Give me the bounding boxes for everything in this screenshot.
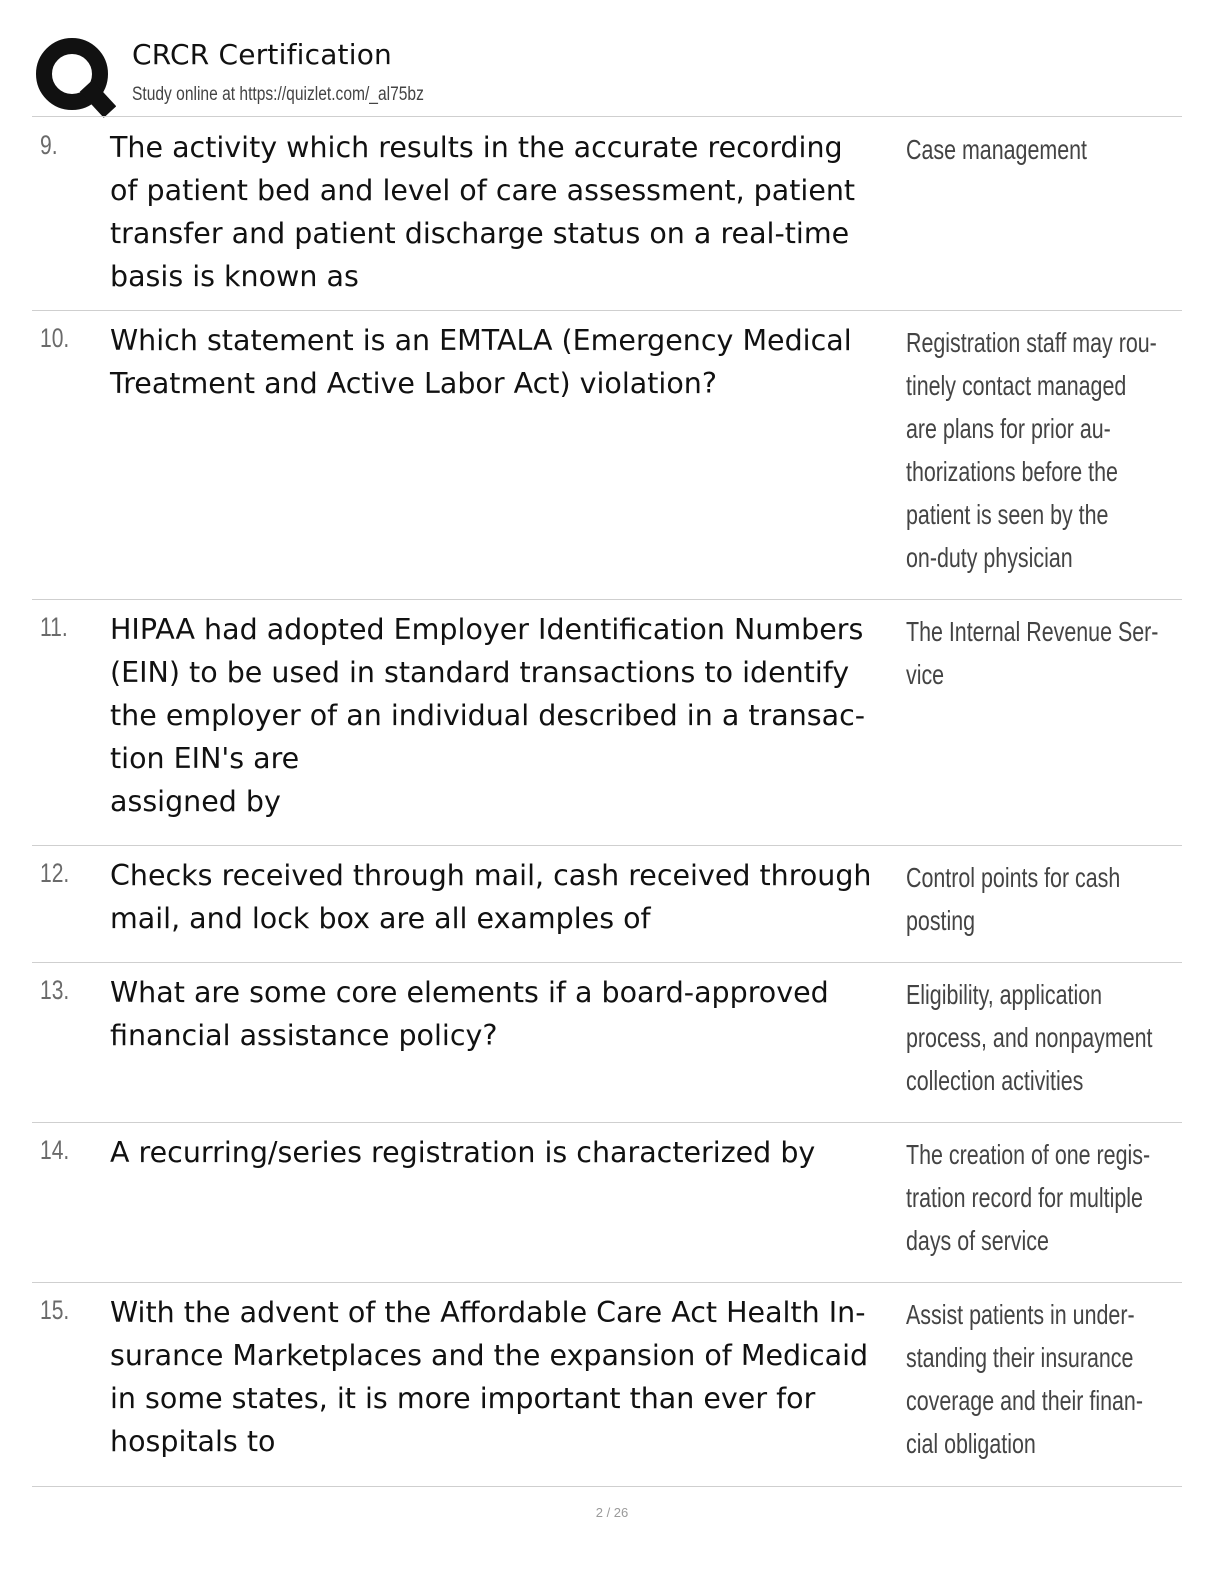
card-term: The activity which results in the accurate recording of patient bed and level of care assessment, patient transfer and patient discharge status on a real-time basis is known as xyxy=(110,131,856,293)
card-definition: The creation of one regis- tration record for multiple days of service xyxy=(906,1139,1151,1256)
flashcard-row xyxy=(32,846,1182,963)
card-term: Which statement is an EMTALA (Emergency Medical Treatment and Active Labor Act) violation? xyxy=(110,324,852,400)
card-term: With the advent of the Affordable Care Act Health In- surance Marketplaces and the expansion of Medicaid in some states, it is more important than ever for hospitals to xyxy=(110,1296,869,1458)
card-number: 12. xyxy=(40,858,70,888)
card-number: 14. xyxy=(40,1135,70,1165)
card-term: What are some core elements if a board-approved financial assistance policy? xyxy=(110,976,829,1052)
flashcard-row xyxy=(32,600,1182,846)
card-definition: Control points for cash posting xyxy=(906,862,1121,936)
card-number: 13. xyxy=(40,975,70,1005)
card-number: 9. xyxy=(40,130,58,160)
flashcard-row xyxy=(32,311,1182,600)
study-online-link[interactable]: Study online at https://quizlet.com/_al75bz xyxy=(132,84,424,105)
header-divider xyxy=(32,116,1182,117)
card-definition: The Internal Revenue Ser- vice xyxy=(906,616,1159,690)
flashcard-list xyxy=(32,118,1182,1487)
flashcard-row xyxy=(32,118,1182,311)
card-term: A recurring/series registration is characterized by xyxy=(110,1136,816,1169)
card-number: 11. xyxy=(40,612,68,642)
page-header xyxy=(32,32,1192,116)
card-definition: Case management xyxy=(906,134,1087,165)
card-number: 10. xyxy=(40,323,70,353)
card-definition: Assist patients in under- standing their insurance coverage and their finan- cial obligation xyxy=(906,1299,1143,1459)
set-title: CRCR Certification xyxy=(132,38,392,71)
flashcard-row xyxy=(32,963,1182,1123)
card-number: 15. xyxy=(40,1295,70,1325)
flashcard-row xyxy=(32,1283,1182,1487)
card-definition: Eligibility, application process, and nonpayment collection activities xyxy=(906,979,1153,1096)
card-term: HIPAA had adopted Employer Identification Numbers (EIN) to be used in standard transactions to identify the employer of an individual described in a transac- tion EIN's are assigned by xyxy=(110,613,866,818)
card-term: Checks received through mail, cash received through mail, and lock box are all examples of xyxy=(110,859,872,935)
card-definition: Registration staff may rou- tinely contact managed are plans for prior au- thorizations before the patient is seen by the on-duty physician xyxy=(906,327,1157,573)
flashcard-row xyxy=(32,1123,1182,1283)
page-number: 2 / 26 xyxy=(595,1505,629,1520)
